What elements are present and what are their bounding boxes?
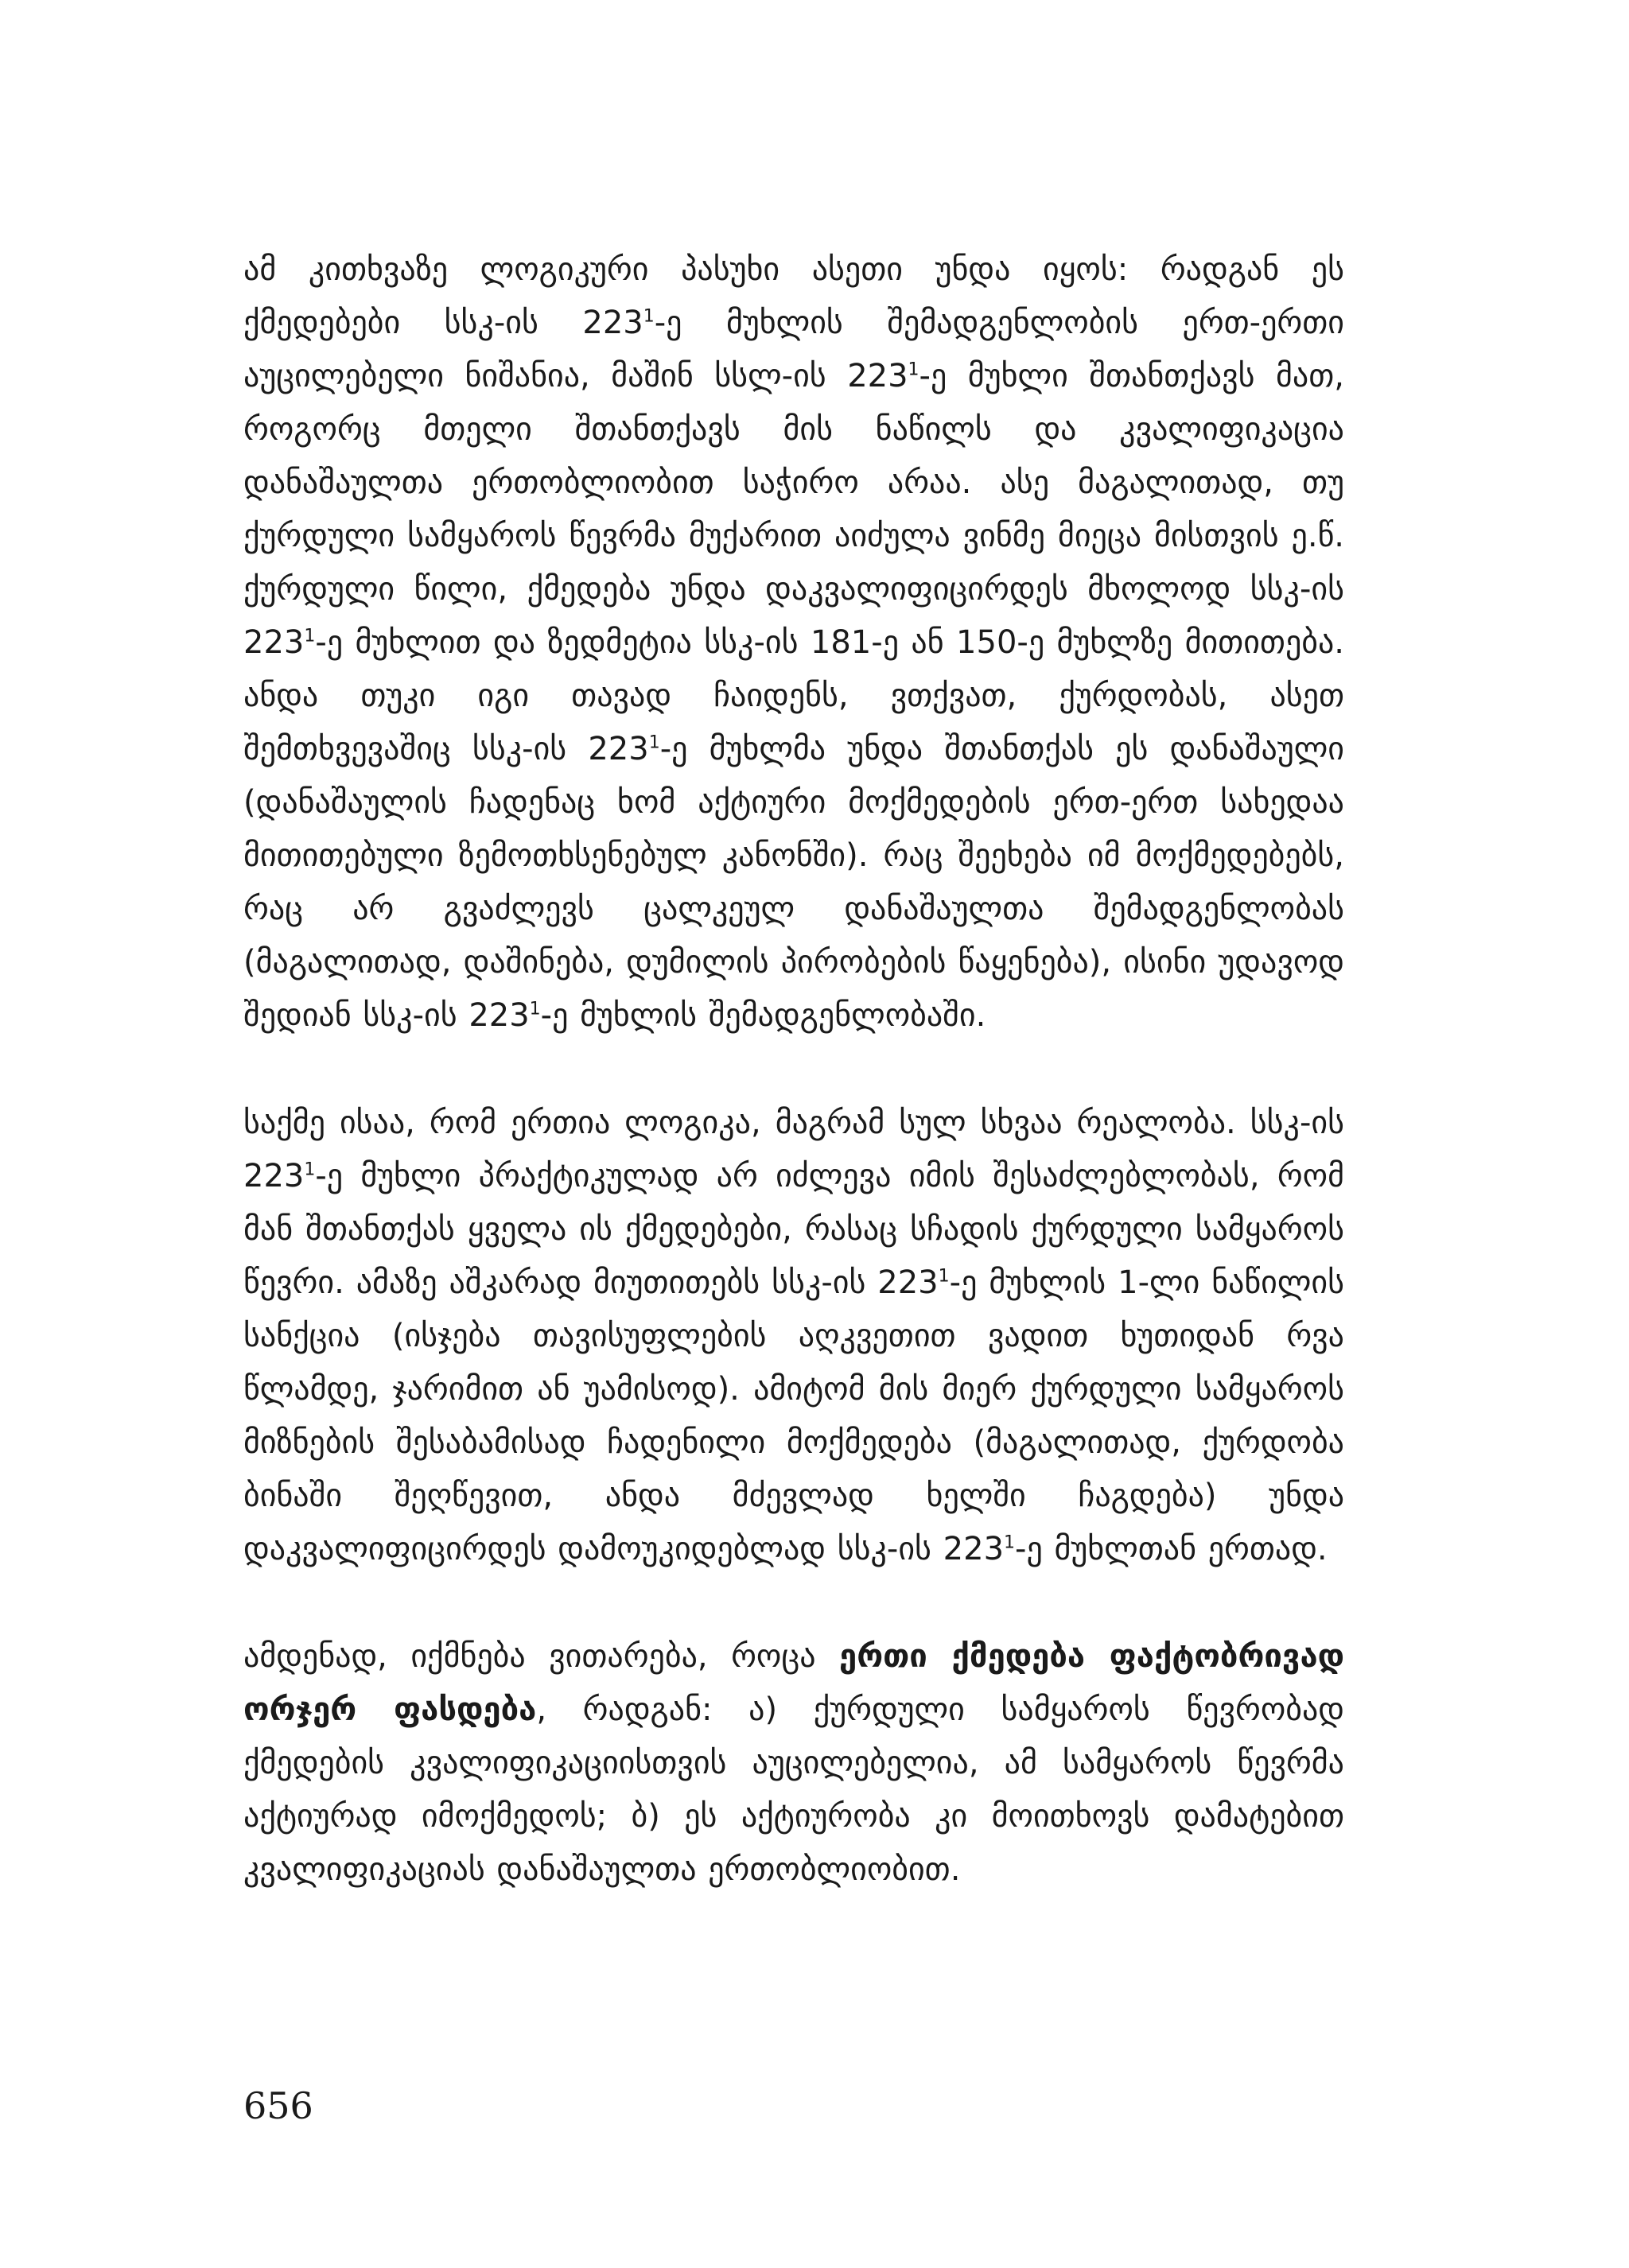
superscript: 1 xyxy=(304,626,316,647)
bold-phrase: ერთი ქმედება ფაქტობრივად ორჯერ ფასდება xyxy=(243,1638,1345,1728)
text-run: , რადგან: ა) ქურდული სამყაროს წევრობად ქმედების კვალიფიკაციისთვის აუცილებელია, ამ სამყაროს წევრმა აქტიურად იმოქმედოს; ბ) ეს აქტიურობა კი მოითხოვს დამატებით კვალიფიკაციას დანაშაულთა ერთობლიობით. xyxy=(243,1691,1344,1888)
text-run: -ე მუხლით და ზედმეტია სსკ-ის 181-ე ან 150-ე მუხლზე მითითება. ანდა თუკი იგი თავად ჩაიდენს, ვთქვათ, ქურდობას, ასეთ შემთხვევაშიც სსკ-ის 223 xyxy=(243,624,1344,767)
superscript: 1 xyxy=(643,306,655,327)
paragraph-3 xyxy=(243,1630,1344,1897)
superscript: 1 xyxy=(648,732,660,753)
paragraph-1 xyxy=(243,243,1344,1043)
text-run: -ე მუხლის შემადგენლობაში. xyxy=(540,997,986,1034)
text-run: ამდენად, იქმნება ვითარება, როცა xyxy=(243,1638,839,1675)
superscript: 1 xyxy=(529,999,541,1019)
text-run: -ე მუხლმა უნდა შთანთქას ეს დანაშაული (დანაშაულის ჩადენაც ხომ აქტიური მოქმედების ერთ-ერთ სახედაა მითითებული ზემოთხსენებულ კანონში). რაც შეეხება იმ მოქმედებებს, რაც არ გვაძლევს ცალკეულ დანაშაულთა შემადგენლობას (მაგალითად, დაშინება, დუმილის პირობების წაყენება), ისინი უდავოდ შედიან სსკ-ის 223 xyxy=(243,731,1345,1034)
text-run: -ე მუხლთან ერთად. xyxy=(1015,1531,1328,1567)
page-number: 656 xyxy=(243,2084,313,2127)
text-run: საქმე ისაა, რომ ერთია ლოგიკა, მაგრამ სულ სხვაა რეალობა. სსკ-ის 223 xyxy=(243,1105,1344,1194)
text-run: -ე მუხლი პრაქტიკულად არ იძლევა იმის შესაძლებლობას, რომ მან შთანთქას ყველა ის ქმედებები, რასაც სჩადის ქურდული სამყაროს წევრი. ამაზე აშკარად მიუთითებს სსკ-ის 223 xyxy=(243,1158,1344,1301)
superscript: 1 xyxy=(908,359,919,380)
superscript: 1 xyxy=(1004,1532,1016,1553)
paragraph-2 xyxy=(243,1097,1344,1576)
text-run: ამ კითხვაზე ლოგიკური პასუხი ასეთი უნდა იყოს: რადგან ეს ქმედებები სსკ-ის 223 xyxy=(243,251,1344,341)
superscript: 1 xyxy=(938,1266,950,1287)
superscript: 1 xyxy=(304,1159,316,1180)
text-run: -ე მუხლის შემადგენლობის ერთ-ერთი აუცილებელი ნიშანია, მაშინ სსლ-ის 223 xyxy=(243,305,1344,394)
text-run: -ე მუხლის 1-ლი ნაწილის სანქცია (ისჯება თავისუფლების აღკვეთით ვადით ხუთიდან რვა წლამდე, ჯარიმით ან უამისოდ). ამიტომ მის მიერ ქურდული სამყაროს მიზნების შესაბამისად ჩადენილი მოქმედება (მაგალითად, ქურდობა ბინაში შეღწევით, ანდა მძევლად ხელში ჩაგდება) უნდა დაკვალიფიცირდეს დამოუკიდებლად სსკ-ის 223 xyxy=(243,1264,1344,1567)
page-body xyxy=(243,243,1344,1897)
text-run: -ე მუხლი შთანთქავს მათ, როგორც მთელი შთანთქავს მის ნაწილს და კვალიფიკაცია დანაშაულთა ერთობლიობით საჭირო არაა. ასე მაგალითად, თუ ქურდული სამყაროს წევრმა მუქარით აიძულა ვინმე მიეცა მისთვის ე.წ. ქურდული წილი, ქმედება უნდა დაკვალიფიცირდეს მხოლოდ სსკ-ის 223 xyxy=(243,358,1344,661)
